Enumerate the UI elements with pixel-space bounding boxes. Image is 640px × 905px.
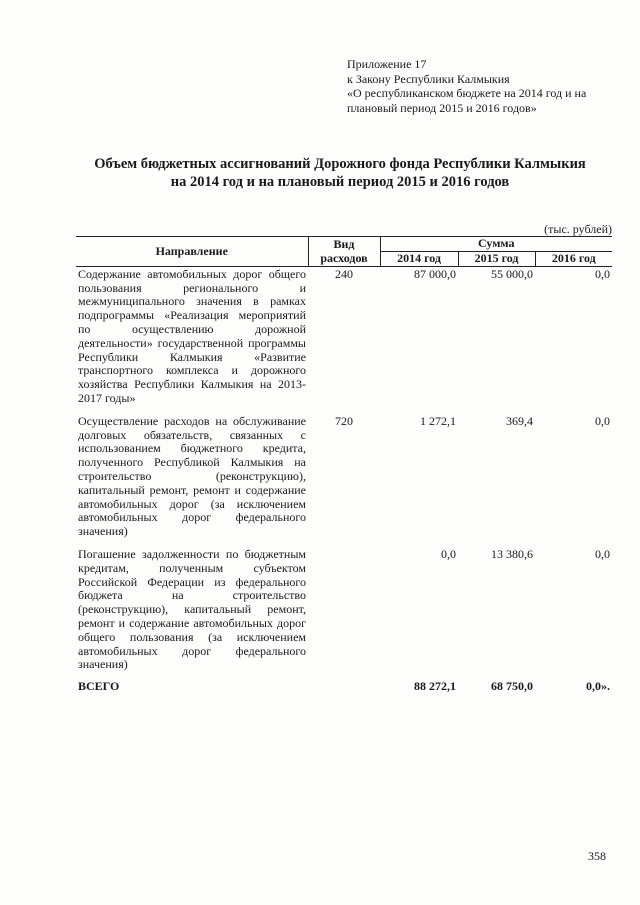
header-year-2015: 2015 год bbox=[458, 251, 535, 266]
title-line-2: на 2014 год и на плановый период 2015 и 2016 годов bbox=[170, 174, 510, 190]
header-expense-kind: Вид расходов bbox=[308, 237, 380, 267]
row-value-2015: 13 380,6 bbox=[491, 546, 533, 561]
total-label: ВСЕГО bbox=[78, 679, 120, 694]
unit-label: (тыс. рублей) bbox=[544, 222, 612, 236]
row-expense-code: 720 bbox=[335, 413, 353, 428]
annex-line: Приложение 17 bbox=[347, 57, 427, 71]
annex-line: «О республиканском бюджете на 2014 год и на bbox=[347, 86, 587, 100]
page-number: 358 bbox=[588, 849, 606, 863]
row-value-2014: 1 272,1 bbox=[420, 413, 456, 428]
total-value-2014: 88 272,1 bbox=[414, 679, 456, 694]
row-value-2014: 87 000,0 bbox=[414, 266, 456, 281]
budget-table bbox=[76, 236, 612, 694]
total-value-2016: 0,0». bbox=[586, 679, 611, 694]
annex-header bbox=[347, 57, 622, 115]
title-line-1: Объем бюджетных ассигнований Дорожного фонда Республики Калмыкия bbox=[94, 156, 586, 172]
document-title bbox=[60, 155, 620, 191]
row-value-2016: 0,0 bbox=[595, 266, 611, 281]
total-code-empty bbox=[308, 680, 380, 694]
row-direction: Погашение задолженности по бюджетным кредитам, полученным субъектом Российской Федерации из федерального бюджета на строительство (реконструкцию), капитальный ремонт, ремонт и содержание автомобильных дорог общего пользования (за исключением автомобильных дорог федерального значения) bbox=[78, 546, 306, 672]
header-sum: Сумма bbox=[380, 237, 612, 252]
row-expense-code bbox=[308, 547, 380, 680]
row-value-2016: 0,0 bbox=[595, 413, 611, 428]
row-direction: Содержание автомобильных дорог общего пользования регионального и межмуниципального значения в рамках подпрограммы «Реализация мероприятий по осуществлению дорожной деятельности» государственной программы Республики Калмыкия «Развитие транспортного комплекса и дорожного хозяйства Республики Калмыкия на 2013-2017 годы» bbox=[78, 266, 306, 405]
table-row bbox=[76, 414, 612, 547]
total-row bbox=[76, 680, 612, 694]
row-direction: Осуществление расходов на обслуживание долговых обязательств, связанных с использованием бюджетного кредита, полученного Республикой Калмыкия на строительство (реконструкцию), капитальный ремонт, ремонт и содержание автомобильных дорог (за исключением автомобильных дорог федерального значения) bbox=[78, 413, 306, 539]
annex-line: к Закону Республики Калмыкия bbox=[347, 71, 510, 86]
total-value-2015: 68 750,0 bbox=[491, 679, 533, 694]
row-expense-code: 240 bbox=[335, 266, 353, 281]
row-value-2015: 369,4 bbox=[506, 413, 533, 428]
table-row bbox=[76, 547, 612, 680]
row-value-2015: 55 000,0 bbox=[491, 266, 533, 281]
row-value-2016: 0,0 bbox=[595, 546, 611, 561]
header-direction: Направление bbox=[76, 237, 308, 267]
annex-line: плановый период 2015 и 2016 годов» bbox=[347, 100, 537, 115]
table-row bbox=[76, 266, 612, 413]
header-year-2014: 2014 год bbox=[380, 251, 458, 266]
header-year-2016: 2016 год bbox=[535, 251, 612, 266]
row-value-2014: 0,0 bbox=[441, 546, 456, 561]
